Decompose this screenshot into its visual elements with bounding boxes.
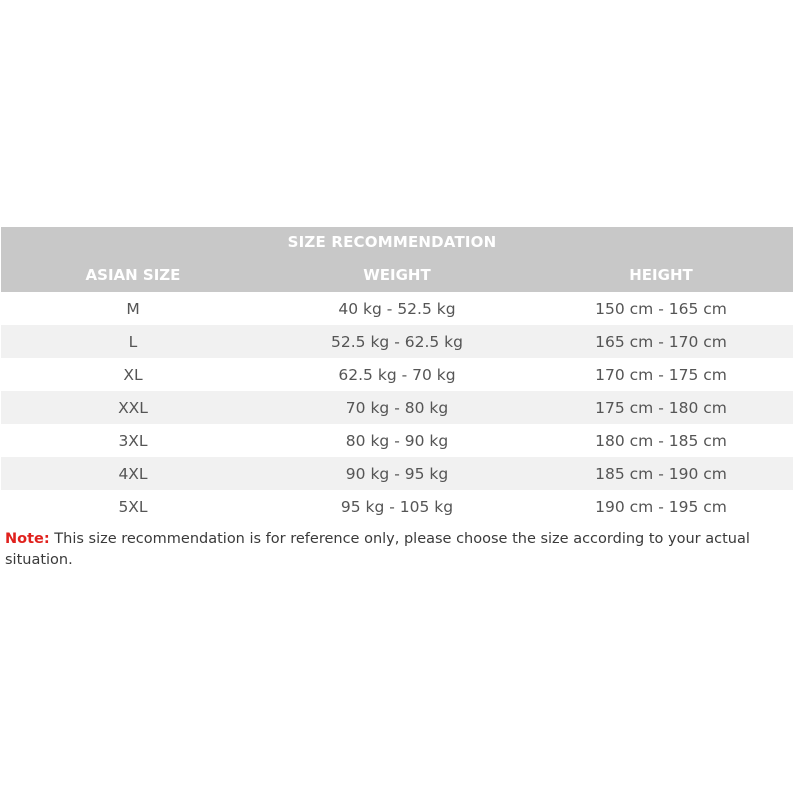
table-row [1, 424, 793, 457]
cell-height: 170 cm - 175 cm [595, 365, 727, 384]
cell-weight: 90 kg - 95 kg [345, 464, 449, 483]
table-title: SIZE RECOMMENDATION [287, 233, 497, 251]
cell-weight: 62.5 kg - 70 kg [338, 365, 456, 384]
cell-weight: 95 kg - 105 kg [340, 497, 454, 516]
table-row [1, 490, 793, 523]
cell-height: 180 cm - 185 cm [595, 431, 727, 450]
cell-weight: 52.5 kg - 62.5 kg [331, 332, 463, 351]
cell-height: 190 cm - 195 cm [595, 497, 727, 516]
cell-size: XXL [118, 398, 148, 417]
table-row [1, 457, 793, 490]
table-row [1, 292, 793, 325]
cell-size: 3XL [118, 431, 148, 450]
table-row [1, 325, 793, 358]
cell-size: XL [123, 365, 143, 384]
cell-size: 5XL [118, 497, 148, 516]
note-text: This size recommendation is for reference only, please choose the size according to your actual situation. [5, 531, 750, 568]
cell-height: 175 cm - 180 cm [595, 398, 727, 417]
note-label: Note: [5, 531, 50, 547]
cell-size: M [126, 299, 140, 318]
table-row [1, 358, 793, 391]
size-note [5, 529, 785, 571]
table-header-row [1, 257, 793, 292]
header-weight: WEIGHT [363, 265, 431, 284]
table-row [1, 391, 793, 424]
cell-size: 4XL [118, 464, 148, 483]
cell-height: 185 cm - 190 cm [595, 464, 727, 483]
cell-size: L [128, 332, 138, 351]
cell-weight: 40 kg - 52.5 kg [338, 299, 456, 318]
table-title-bar [1, 227, 793, 257]
cell-height: 150 cm - 165 cm [595, 299, 727, 318]
header-height: HEIGHT [629, 265, 693, 284]
cell-weight: 80 kg - 90 kg [345, 431, 449, 450]
header-asian-size: ASIAN SIZE [85, 265, 181, 284]
cell-weight: 70 kg - 80 kg [345, 398, 449, 417]
cell-height: 165 cm - 170 cm [595, 332, 727, 351]
size-recommendation-table [1, 227, 793, 523]
